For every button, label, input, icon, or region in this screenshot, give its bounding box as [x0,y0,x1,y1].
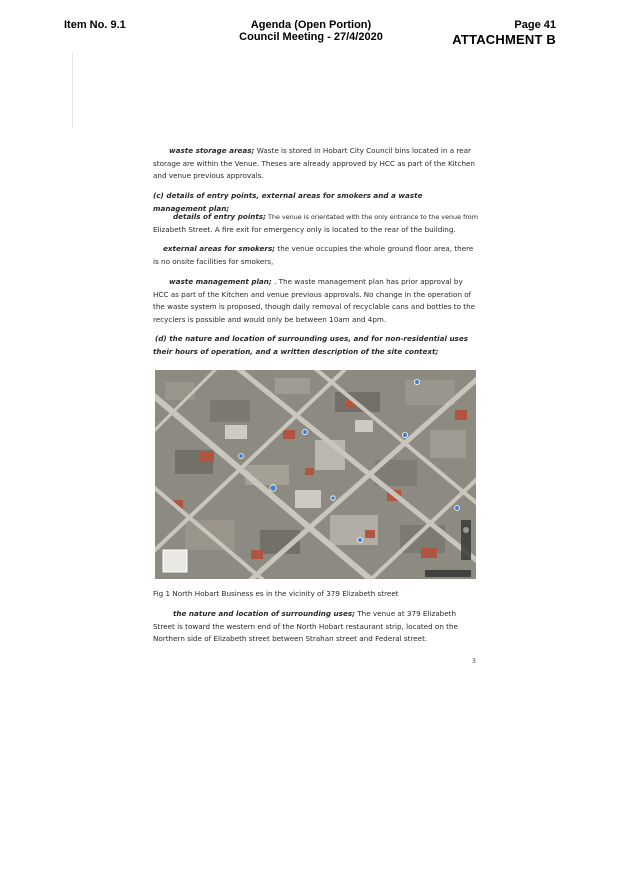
waste-mgmt-label: waste management plan; [169,277,272,286]
surrounding-label: the nature and location of surrounding uses; [173,609,355,618]
section-c-heading: (c) details of entry points, external areas for smokers and a waste management plan; [153,191,423,213]
figure-caption: Fig 1 North Hobart Business es in the vicinity of 379 Elizabeth street [153,589,399,598]
section-d-heading: (d) the nature and location of surrounding uses, and for non-residential uses their hours of operation, and a written description of the site context; [153,334,468,356]
page-label: Page 41 [514,19,556,31]
entry-points-text: Elizabeth Street. A fire exit for emergency only is located to the rear of the building. [153,224,456,234]
item-number: Item No. 9.1 [64,19,126,31]
entry-points-label: details of entry points; [173,212,266,221]
entry-points-text-small: The venue is orientated with the only entrance to the venue from [266,213,478,221]
aerial-map-image [155,370,476,579]
paragraph-waste-management [153,276,478,326]
paragraph-entry-points [153,211,478,236]
paragraph-waste-storage [153,145,478,183]
waste-mgmt-text: . The waste management plan has prior approval by HCC as part of the Kitchen and venue previous approvals. No change in the operation of the waste system is proposed, though daily removal of recyclable cans and bottles to the recyclers is possible and would only be between 10am and 4pm. [153,277,476,324]
waste-storage-label: waste storage areas; [169,146,255,155]
paragraph-surrounding-uses [153,608,478,646]
attachment-label: ATTACHMENT B [452,32,556,47]
paragraph-smokers [153,243,478,268]
agenda-line-2: Council Meeting - 27/4/2020 [239,31,383,43]
agenda-line-1: Agenda (Open Portion) [250,19,372,31]
scan-margin-line [72,52,73,128]
smokers-label: external areas for smokers; [163,244,276,253]
waste-storage-text: Waste is stored in Hobart City Council bins located in a rear storage are within the Venue. Theses are already approved by HCC as part of the Kitchen and venue previous approvals. [153,146,475,181]
surrounding-text: The venue at 379 Elizabeth Street is toward the western end of the North Hobart restaurant strip, located on the Northern side of Elizabeth street between Strahan street and Federal street. [153,609,458,644]
document-page-number: 3 [472,658,476,665]
smokers-text: the venue occupies the whole ground floor area, there is no onsite facilities for smokers, [153,244,474,266]
